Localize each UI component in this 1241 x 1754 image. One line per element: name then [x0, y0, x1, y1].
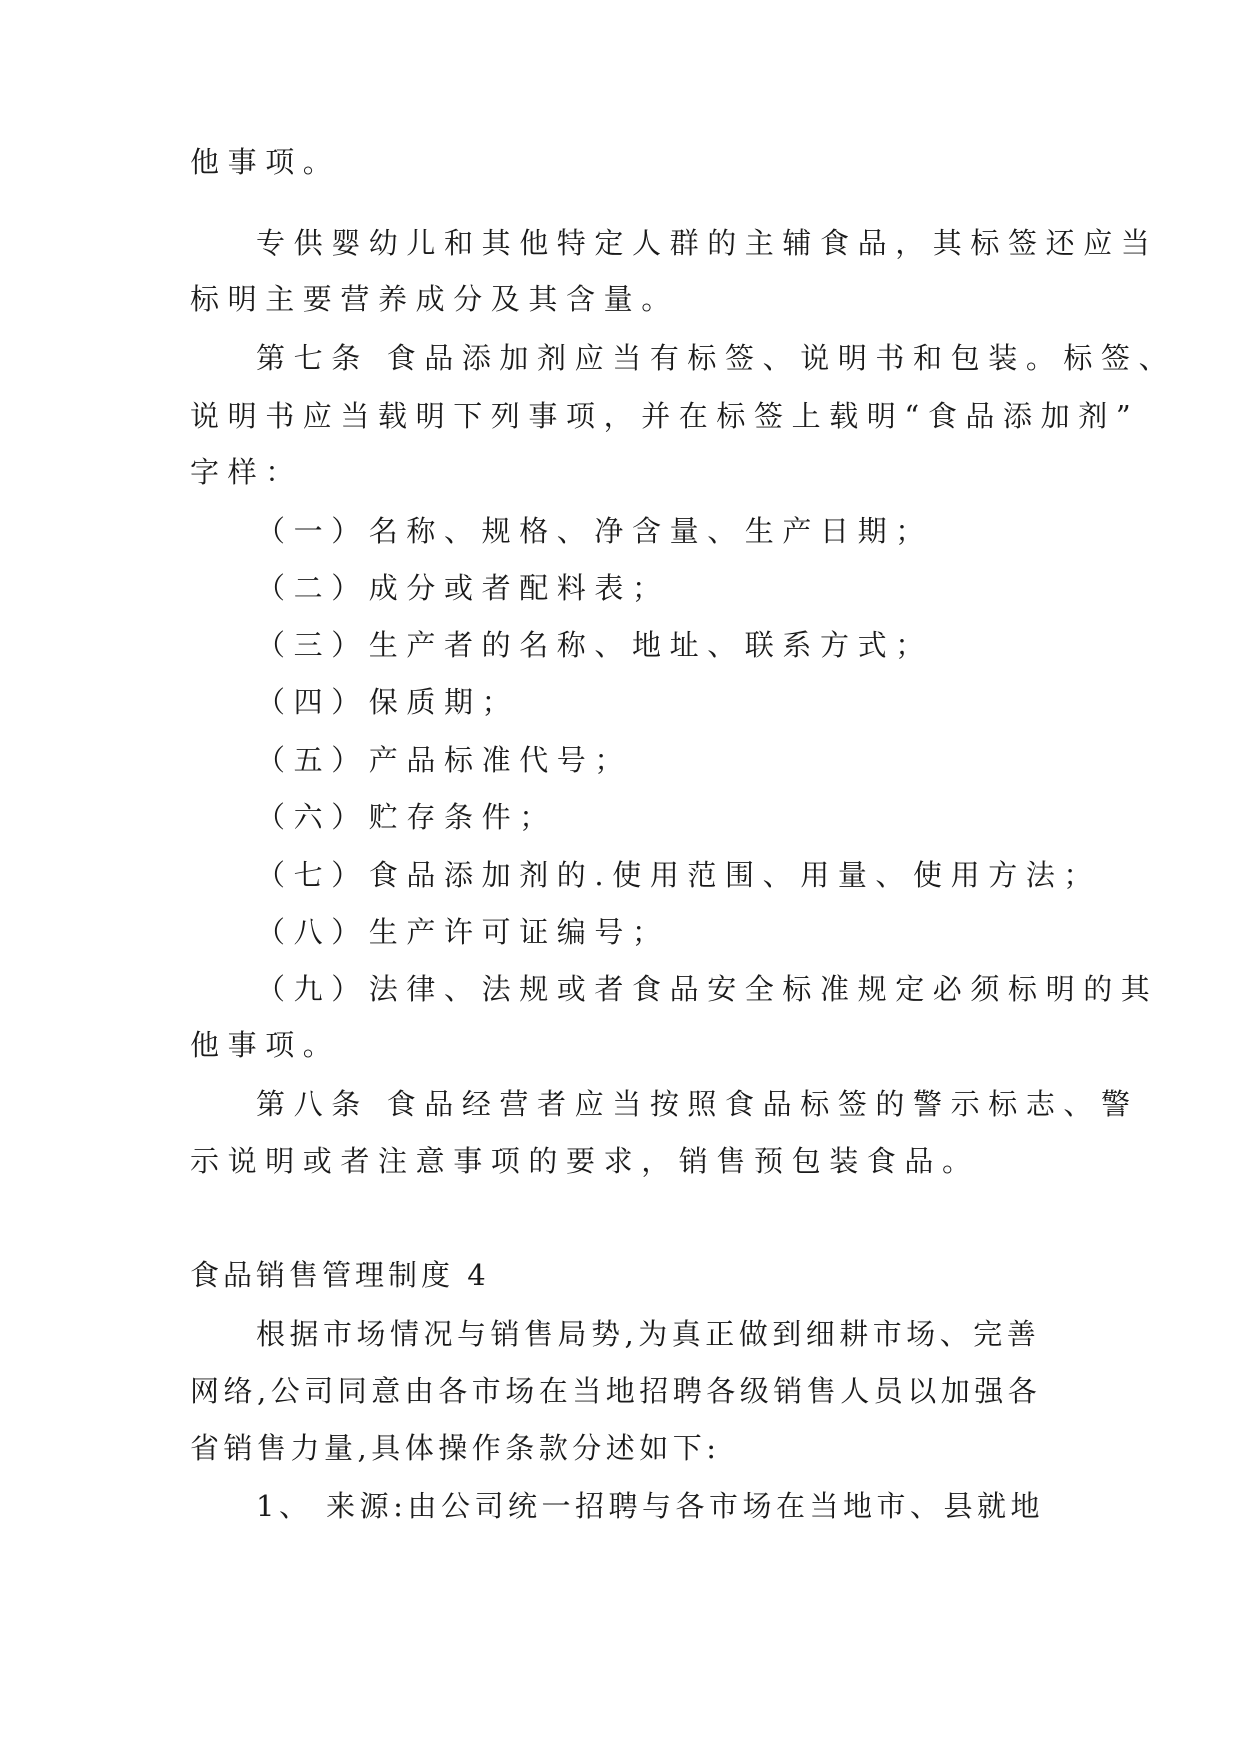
- paragraph-line: 他事项。: [190, 145, 341, 179]
- paragraph-line: 说明书应当载明下列事项，并在标签上载明“食品添加剂”: [190, 399, 1140, 433]
- list-item: （五）产品标准代号；: [256, 743, 633, 777]
- paragraph-line: 根据市场情况与销售局势,为真正做到细耕市场、完善: [256, 1317, 1041, 1351]
- article-7-line: 第七条 食品添加剂应当有标签、说明书和包装。标签、: [256, 341, 1177, 375]
- paragraph-line: 1、 来源:由公司统一招聘与各市场在当地市、县就地: [256, 1489, 1044, 1523]
- paragraph-line: 他事项。: [190, 1028, 341, 1062]
- list-item: （九）法律、法规或者食品安全标准规定必须标明的其: [256, 972, 1159, 1006]
- list-item: （七）食品添加剂的.使用范围、用量、使用方法；: [256, 858, 1102, 892]
- list-item: （三）生产者的名称、地址、联系方式；: [256, 628, 933, 662]
- article-8-line: 第八条 食品经营者应当按照食品标签的警示标志、警: [256, 1087, 1139, 1121]
- list-item: （八）生产许可证编号；: [256, 915, 670, 949]
- paragraph-line: 字样：: [190, 455, 303, 489]
- paragraph-line: 网络,公司同意由各市场在当地招聘各级销售人员以加强各: [190, 1374, 1042, 1408]
- list-item: （四）保质期；: [256, 685, 520, 719]
- list-item: （一）名称、规格、净含量、生产日期；: [256, 514, 933, 548]
- paragraph-line: 示说明或者注意事项的要求，销售预包装食品。: [190, 1144, 980, 1178]
- paragraph-line: 标明主要营养成分及其含量。: [190, 282, 679, 316]
- section-heading: 食品销售管理制度 4: [190, 1258, 490, 1292]
- list-item: （六）贮存条件；: [256, 800, 557, 834]
- list-item: （二）成分或者配料表；: [256, 571, 670, 605]
- paragraph-line: 省销售力量,具体操作条款分述如下:: [190, 1431, 721, 1465]
- paragraph-line: 专供婴幼儿和其他特定人群的主辅食品，其标签还应当: [256, 226, 1159, 260]
